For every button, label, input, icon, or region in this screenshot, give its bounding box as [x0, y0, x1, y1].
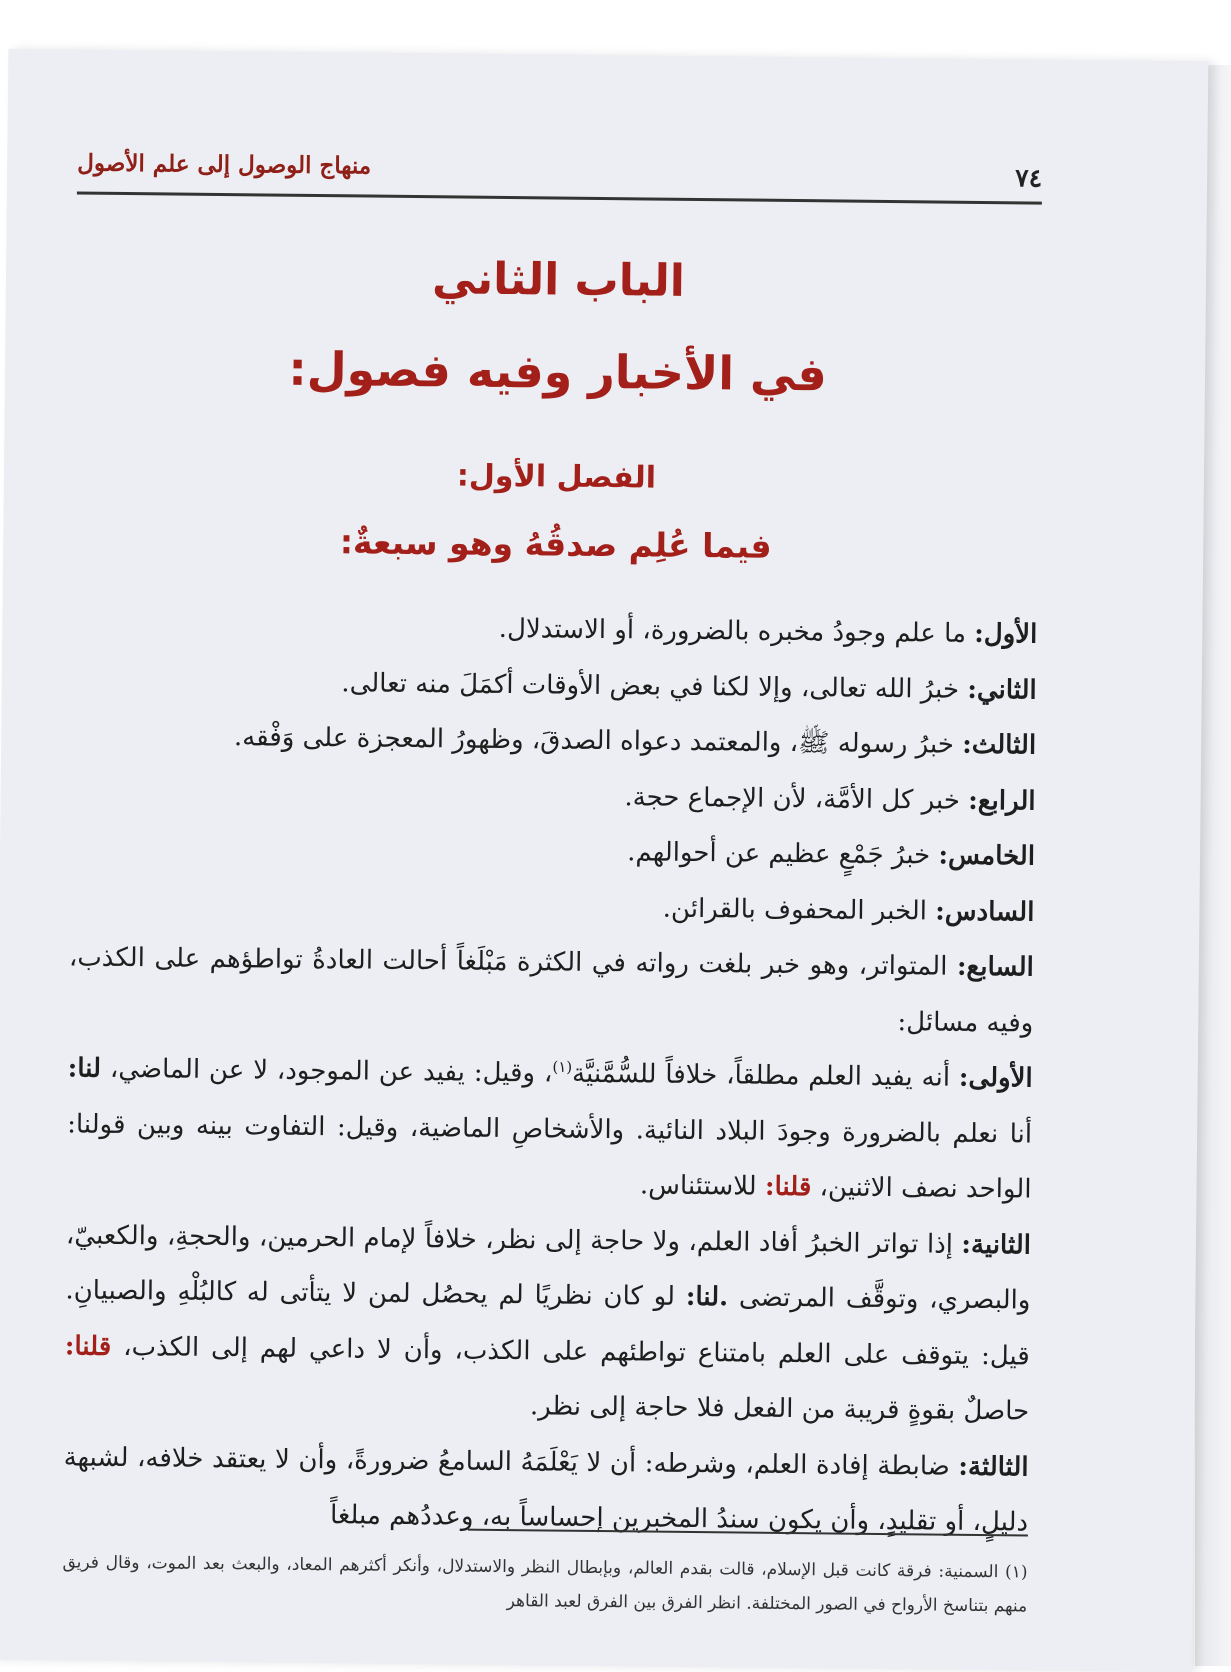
qulna-label: قلنا:	[764, 1171, 812, 1203]
item-lead: الخامس:	[938, 840, 1036, 872]
issue-text: أنا نعلم بالضرورة وجودَ البلاد النائية. والأشخاصِ الماضية، وقيل: التفاوت بينه وبين قولنا: الواحد نصف الاثنين،	[66, 1108, 1033, 1205]
item-lead: السابع:	[956, 951, 1035, 983]
item-paragraph	[71, 708, 1037, 774]
book-page	[0, 49, 1208, 1672]
header-rule	[77, 191, 1042, 204]
chapter-subtitle: فيما عُلِم صدقُهُ وهو سبعةٌ:	[339, 522, 772, 566]
issue-text: حاصلٌ بقوةٍ قريبة من الفعل فلا حاجة إلى نظر.	[529, 1391, 1030, 1427]
issue-text: ضابطة إفادة العلم، وشرطه: أن لا يَعْلَمَهُ السامعُ ضرورةً، وأن لا يعتقد خلافه، لشبهة دليلٍ، أو تقليدٍ، وأن يكون سندُ المخبرين إحساساً به، وعددُهم مبلغاً	[63, 1441, 1029, 1538]
issue-paragraph-1	[66, 1041, 1033, 1218]
chapter-heading: الفصل الأول:	[456, 458, 657, 496]
lana-label: لنا:	[67, 1053, 102, 1084]
issue-text: لو كان نظريًا لم يحصُل لمن لا يتأتى له كالبُلْهِ والصبيانِ. قيل: يتوقف على العلم بامتناع تواطئهم على الكذب، وأن لا داعي لهم إلى الكذب،	[65, 1275, 1030, 1372]
issue-text: ، وقيل: يفيد عن الموجود، لا عن الماضي،	[100, 1053, 553, 1089]
issue-lead: الأولى:	[958, 1062, 1033, 1094]
item-text: خبر كل الأمَّة، لأن الإجماع حجة.	[624, 781, 969, 816]
issue-paragraph-2	[64, 1208, 1031, 1440]
body-text	[63, 597, 1038, 1551]
item-paragraph	[68, 930, 1034, 1051]
issue-lead: الثانية:	[961, 1229, 1032, 1261]
page-header	[77, 139, 1043, 209]
item-text: المتواتر، وهو خبر بلغت رواته في الكثرة مَبْلَغاً أحالت العادةُ تواطؤهم على الكذب، وفيه مسائل:	[68, 942, 1034, 1039]
issue-text: أنه يفيد العلم مطلقاً، خلافاً للسُّمَّنيَّة	[571, 1058, 960, 1093]
item-paragraph	[69, 875, 1035, 941]
part-heading: الباب الثاني	[431, 253, 686, 307]
item-lead: الرابع:	[968, 785, 1036, 817]
footnote: (١) السمنية: فرقة كانت قبل الإسلام، قالت بقدم العالم، وبإبطال النظر والاستدلال، وأنكر أكثرهم المعاد، والبعث بعد الموت، وقال فريق منهم بتناسخ الأرواح في الصور المختلفة. انظر الفرق بين الفرق لعبد القاهر	[62, 1552, 1028, 1617]
item-paragraph	[70, 819, 1036, 885]
item-lead: الثالث:	[962, 729, 1037, 761]
item-lead: السادس:	[935, 896, 1035, 928]
item-text: الخبر المحفوف بالقرائن.	[662, 893, 936, 927]
item-text: خبرُ الله تعالى، وإلا لكنا في بعض الأوقات أكمَلَ منه تعالى.	[341, 667, 968, 705]
part-subtitle: في الأخبار وفيه فصول:	[288, 341, 828, 402]
page-number: ٧٤	[1015, 163, 1043, 193]
item-lead: الثاني:	[967, 674, 1037, 706]
issue-text: إذا تواتر الخبرُ أفاد العلم، ولا حاجة إلى نظر، خلافاً لإمام الحرمين، والحجةِ، والكعبيّ، والبصري، وتوقَّف المرتضى	[65, 1219, 1031, 1316]
item-text: ما علم وجودُ مخبره بالضرورة، أو الاستدلال.	[498, 613, 975, 649]
issue-text: للاستئناس.	[639, 1170, 766, 1202]
item-text: خبرُ جَمْعٍ عظيم عن أحوالهم.	[627, 837, 939, 871]
issue-lead: الثالثة:	[958, 1451, 1029, 1483]
footnote-ref[interactable]: (١)	[552, 1057, 573, 1077]
running-title: منهاج الوصول إلى علم الأصول	[77, 149, 372, 180]
item-paragraph	[72, 597, 1038, 663]
item-paragraph	[70, 764, 1036, 830]
item-text: خبرُ رسوله ﷺ، والمعتمد دعواه الصدقَ، وظهورُ المعجزة على وَفْقه.	[233, 722, 963, 760]
item-lead: الأول:	[974, 618, 1038, 650]
item-paragraph	[72, 653, 1038, 719]
lana-label: .لنا:	[685, 1281, 729, 1313]
qulna-label: قلنا:	[64, 1330, 112, 1362]
